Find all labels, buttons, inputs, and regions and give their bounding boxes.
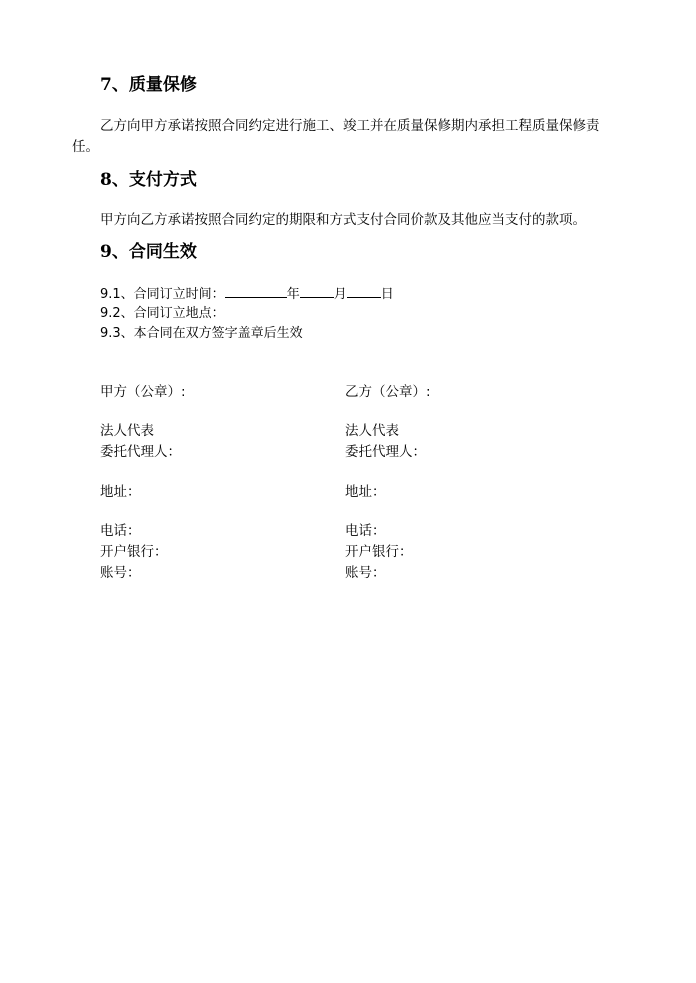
section-7-paragraph-line-2: 任。 xyxy=(72,139,99,155)
day-label: 日 xyxy=(380,287,394,302)
party-a-phone: 电话： xyxy=(100,523,141,539)
party-a-agent: 委托代理人： xyxy=(100,444,181,460)
clause-9-3: 9.3、本合同在双方签字盖章后生效 xyxy=(100,326,303,341)
party-b-bank: 开户银行： xyxy=(345,544,413,560)
party-b-account: 账号： xyxy=(345,565,386,581)
party-a-seal: 甲方（公章）: xyxy=(100,384,186,400)
clause-9-2: 9.2、合同订立地点： xyxy=(100,306,225,321)
day-blank xyxy=(347,283,381,298)
year-label: 年 xyxy=(286,287,300,302)
party-b-seal: 乙方（公章）: xyxy=(345,384,431,400)
month-label: 月 xyxy=(333,287,347,302)
party-a-bank: 开户银行： xyxy=(100,544,168,560)
month-blank xyxy=(300,283,334,298)
section-7-paragraph-line-1: 乙方向甲方承诺按照合同约定进行施工、竣工并在质量保修期内承担工程质量保修责 xyxy=(100,118,600,134)
party-a-account: 账号： xyxy=(100,565,141,581)
section-7-heading: 7、质量保修 xyxy=(100,75,197,95)
section-9-heading: 9、合同生效 xyxy=(100,242,197,262)
party-a-legal-rep: 法人代表 xyxy=(100,423,154,439)
clause-9-1-label: 9.1、合同订立时间： xyxy=(100,287,225,302)
clause-9-1 xyxy=(100,283,394,305)
year-blank xyxy=(225,283,287,298)
section-8-paragraph: 甲方向乙方承诺按照合同约定的期限和方式支付合同价款及其他应当支付的款项。 xyxy=(100,212,586,228)
party-b-agent: 委托代理人： xyxy=(345,444,426,460)
party-b-legal-rep: 法人代表 xyxy=(345,423,399,439)
party-b-phone: 电话： xyxy=(345,523,386,539)
section-8-heading: 8、支付方式 xyxy=(100,170,197,190)
party-b-address: 地址： xyxy=(345,484,386,500)
party-a-address: 地址： xyxy=(100,484,141,500)
